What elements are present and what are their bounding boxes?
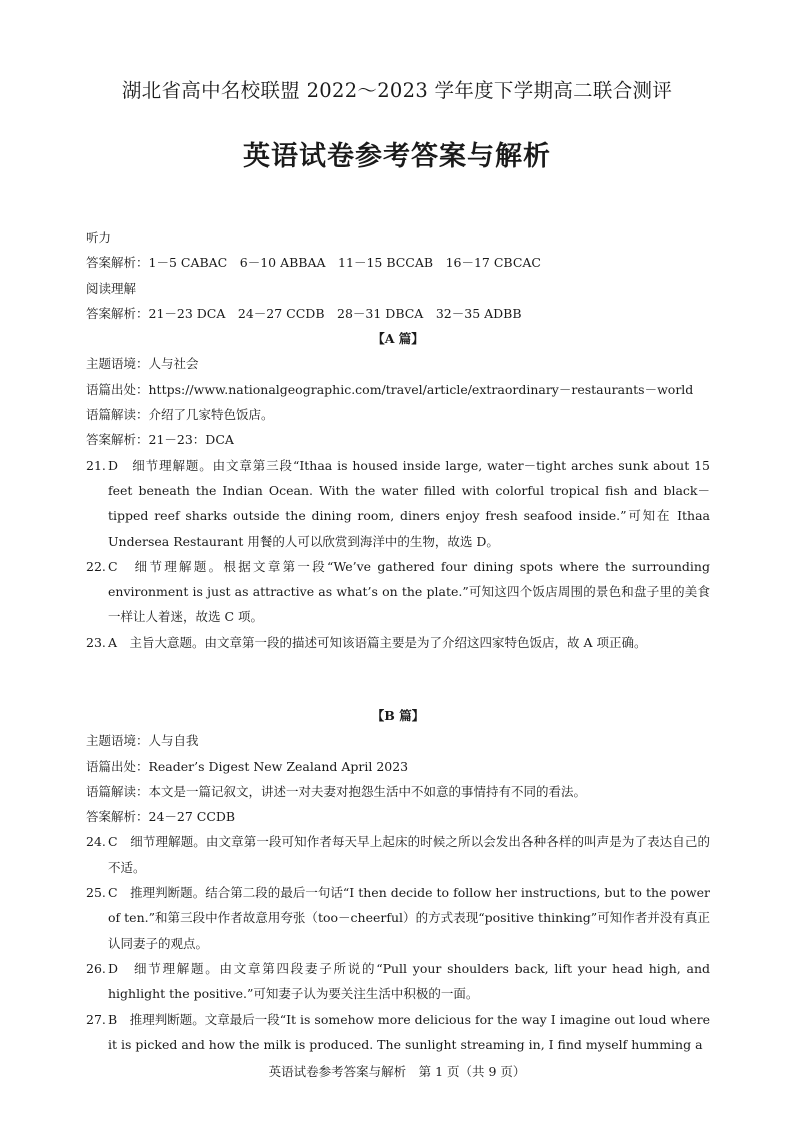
- answer-item-22: [86, 554, 710, 630]
- section-a-theme: 主题语境：人与社会: [86, 356, 199, 372]
- item-explanation: C 推理判断题。结合第二段的最后一句话“I then decide to follow her instructions, but to the power of ten.”和第三段中作者故意用夸张（too－cheerful）的方式表现“positive thinking”可知作者并没有真正认同妻子的观点。: [108, 885, 710, 951]
- item-explanation: D 细节理解题。由文章第三段“Ithaa is housed inside large, water－tight arches sunk about 15 feet beneath the Indian Ocean. With the water filled with colorful tropical fish and black－tipped reef sharks outside the dining room, diners enjoy fresh seafood inside.”可知在 Ithaa Undersea Restaurant 用餐的人可以欣赏到海洋中的生物，故选 D。: [108, 457, 710, 549]
- section-a-summary: 语篇解读：介绍了几家特色饭店。: [86, 407, 274, 423]
- section-a-answers: 答案解析：21－23：DCA: [86, 432, 234, 448]
- listening-answers: 答案解析：1－5 CABAC 6－10 ABBAA 11－15 BCCAB 16－17 CBCAC: [86, 255, 541, 271]
- item-number: 25.: [86, 885, 106, 901]
- section-b-source: 语篇出处：Reader’s Digest New Zealand April 2023: [86, 758, 409, 774]
- page-title: 英语试卷参考答案与解析: [243, 141, 551, 172]
- item-number: 24.: [86, 834, 106, 850]
- item-explanation: C 细节理解题。根据文章第一段“We’ve gathered four dining spots where the surrounding environment is just as attractive as what’s on the plate.”可知这四个饭店周围的景色和盘子里的美食一样让人着迷，故选 C 项。: [108, 558, 710, 625]
- item-explanation: A 主旨大意题。由文章第一段的描述可知该语篇主要是为了介绍这四家特色饭店，故 A 项正确。: [108, 634, 647, 650]
- answer-item-26: [86, 956, 710, 1007]
- answer-item-24: [86, 829, 710, 880]
- exam-header: 湖北省高中名校联盟 2022～2023 学年度下学期高二联合测评: [121, 79, 673, 102]
- document-body-part-1: [86, 225, 710, 655]
- section-a-label: 【A 篇】: [372, 331, 424, 347]
- answer-item-23: [86, 630, 710, 655]
- page-footer: 英语试卷参考答案与解析 第 1 页（共 9 页）: [268, 1064, 526, 1079]
- section-a-source: 语篇出处：https://www.nationalgeographic.com/travel/article/extraordinary－restaurants－world: [86, 381, 694, 397]
- item-number: 23.: [86, 634, 106, 650]
- item-number: 21.: [86, 457, 106, 473]
- section-b-summary: 语篇解读：本文是一篇记叙文，讲述一对夫妻对抱怨生活中不如意的事情持有不同的看法。: [86, 783, 587, 799]
- section-b-theme: 主题语境：人与自我: [86, 733, 199, 749]
- item-number: 26.: [86, 960, 106, 976]
- answer-item-27: [86, 1007, 710, 1058]
- item-number: 22.: [86, 558, 106, 574]
- item-number: 27.: [86, 1011, 106, 1027]
- item-explanation: C 细节理解题。由文章第一段可知作者每天早上起床的时候之所以会发出各种各样的叫声是为了表达自己的不适。: [108, 834, 710, 875]
- listening-heading: 听力: [86, 230, 112, 245]
- answer-item-21: [86, 453, 710, 554]
- answer-item-25: [86, 880, 710, 956]
- section-b-answers: 答案解析：24－27 CCDB: [86, 809, 236, 825]
- reading-heading: 阅读理解: [86, 280, 137, 296]
- item-explanation: D 细节理解题。由文章第四段妻子所说的“Pull your shoulders back, lift your head high, and highlight the positive.”可知妻子认为要关注生活中积极的一面。: [108, 960, 710, 1002]
- document-body-part-2: [86, 703, 710, 1057]
- item-explanation: B 推理判断题。文章最后一段“It is somehow more delicious for the way I imagine out loud where it is picked and how the milk is produced. The sunlight streaming in, I find myself humming a: [108, 1011, 710, 1052]
- reading-answers: 答案解析：21－23 DCA 24－27 CCDB 28－31 DBCA 32－35 ADBB: [86, 305, 522, 321]
- section-b-label: 【B 篇】: [371, 708, 425, 723]
